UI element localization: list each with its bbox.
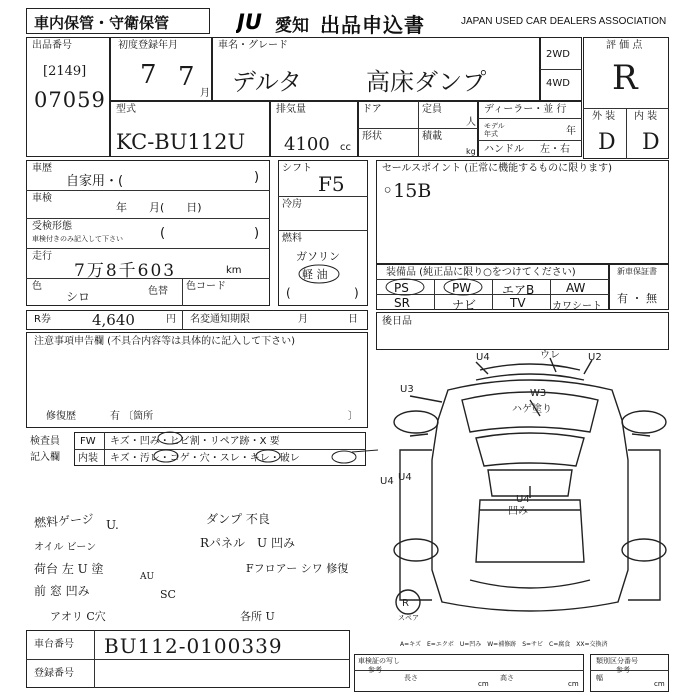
remark-line1b: U.	[106, 518, 119, 532]
history-row3	[26, 248, 270, 249]
handle-label: ハンドル	[484, 144, 524, 155]
recycle-unit: 円	[166, 314, 176, 325]
posterior-box	[376, 312, 669, 350]
width-label: 幅	[596, 674, 603, 682]
posterior-label: 後日品	[382, 316, 412, 327]
registration-year: 7	[140, 60, 157, 90]
diagram-note-4: U3	[400, 384, 414, 395]
drive-divider	[540, 69, 582, 70]
shift-value: F5	[318, 172, 345, 196]
repair-close: 〕	[348, 411, 358, 422]
load-label: 積載	[422, 131, 442, 142]
notes-label: 注意事項申告欄 (不具合内容等は具体的に記入して下さい)	[34, 336, 295, 347]
equipment-col2	[492, 279, 493, 310]
history-label: 車歴	[32, 163, 52, 174]
sales-point-label: セールスポイント (正常に機能するものに限ります)	[382, 163, 613, 174]
repair-label: 修復歴	[46, 411, 76, 422]
type-label: 型式	[116, 104, 136, 115]
receipt-label: 受検形態	[32, 221, 72, 232]
remark-line10: アオリ C穴	[50, 610, 106, 623]
color-code-label: 色コード	[186, 281, 226, 292]
svg-text:JU: JU	[237, 10, 262, 33]
model-year-label: モデル 年式	[484, 122, 505, 138]
rating-value: R	[612, 58, 638, 98]
brand-name: 愛知	[275, 16, 309, 36]
fuel-paren-close: )	[354, 286, 359, 300]
equipment-col3	[550, 279, 551, 310]
model-label: 車名・グレード	[218, 40, 288, 51]
inspector-label: 検査員	[30, 436, 60, 447]
inspection-label: 車検	[32, 193, 52, 204]
fuel-label: 燃料	[282, 233, 302, 244]
diagram-note-1: U4	[476, 352, 490, 363]
form-title: 出品申込書	[320, 13, 425, 37]
rating-split	[626, 108, 627, 159]
exterior-label: 外 装	[592, 111, 616, 122]
shift-row1	[278, 196, 368, 197]
shift-label: シフト	[282, 163, 312, 174]
interior-rating: D	[642, 130, 660, 155]
diesel-circle-mark	[296, 262, 342, 286]
recolor-label: 色替	[148, 286, 168, 297]
chassis-value: BU112-0100339	[104, 634, 283, 658]
recycle-amount: 4,640	[92, 311, 135, 329]
capacity-label: 定員	[422, 104, 442, 115]
diagram-note-3: U2	[588, 352, 602, 363]
door-divider	[358, 128, 478, 129]
door-split	[418, 101, 419, 157]
repair-value: 有 〔箇所	[110, 411, 154, 422]
registration-month: 7	[178, 62, 195, 92]
mileage-unit: km	[226, 265, 242, 276]
fw-items: キズ・凹み・ヒビ割・リペア跡・X 要	[110, 436, 280, 447]
fw-label: FW	[80, 436, 96, 447]
remark-line7: 前 窓 凹み	[34, 584, 90, 598]
recycle-split	[182, 310, 183, 330]
height-label: 高さ	[500, 674, 514, 682]
equipment-label: 装備品 (純正品に限り○をつけてください)	[386, 267, 576, 278]
length-unit: cm	[478, 680, 489, 688]
exterior-rating: D	[598, 130, 616, 155]
lot-sub-number: [2149]	[43, 64, 87, 79]
dealer-label: ディーラー・並 行	[484, 104, 567, 115]
dealer-divider	[478, 118, 582, 119]
entry-label: 記入欄	[30, 452, 60, 463]
displacement-label: 排気量	[276, 104, 306, 115]
ju-logo-icon	[236, 9, 274, 33]
chassis-divider	[26, 659, 350, 660]
vehicle-diagram	[380, 350, 680, 640]
registration-month-unit: 月	[200, 88, 210, 99]
displacement-unit: cc	[340, 142, 351, 153]
registration-number-label: 登録番号	[34, 668, 74, 679]
interior-entry-label: 内装	[78, 453, 98, 464]
model-year-unit: 年	[566, 126, 576, 137]
type-value: KC-BU112U	[116, 130, 246, 154]
inspector-circle-marks	[140, 430, 380, 468]
chassis-split	[94, 630, 95, 688]
history-value: 自家用・(	[66, 174, 124, 189]
remark-line1: 燃料ゲージ	[33, 511, 95, 531]
color-split	[182, 278, 183, 306]
interior-label: 内 装	[634, 111, 658, 122]
equip-tv: TV	[510, 296, 526, 310]
drive-4wd: 4WD	[546, 78, 570, 89]
remark-line3: オイル ビーン	[34, 542, 97, 553]
drive-2wd: 2WD	[546, 49, 570, 60]
class-ref-label: 参考	[616, 666, 630, 674]
remark-line9: SC	[160, 588, 176, 601]
model-grade: 高床ダンプ	[366, 68, 487, 96]
displacement-value: 4100	[284, 134, 330, 155]
seal-divider	[354, 670, 584, 671]
interior-items: キズ・汚レ・コゲ・穴・スレ・キレ・破レ	[110, 453, 300, 464]
equip-airbag: エアB	[502, 283, 535, 297]
fuel-paren-open: (	[286, 286, 291, 300]
diagram-note-2: ウレ	[540, 350, 560, 361]
association-name: JAPAN USED CAR DEALERS ASSOCIATION	[461, 16, 667, 27]
ju-logo	[236, 9, 274, 33]
equipment-col1	[434, 279, 435, 310]
diagram-note-6: ハゲ塗り	[512, 404, 552, 415]
rating-label: 評 価 点	[606, 40, 643, 51]
name-change-label: 名変通知期限	[190, 314, 250, 325]
equip-sr: SR	[394, 296, 410, 310]
remark-line5: 荷台 左 U 塗	[34, 562, 104, 576]
color-value: シロ	[66, 290, 91, 304]
inspector-col	[104, 432, 105, 466]
sales-point-value: ◦15B	[382, 180, 432, 202]
storage-title: 車内保管・守衛保管	[34, 14, 170, 32]
fuel-diesel: 軽 油	[302, 268, 328, 281]
remark-line11: 各所 U	[240, 610, 275, 623]
diagram-note-5: W3	[530, 388, 547, 399]
receipt-paren-close: )	[254, 226, 260, 241]
width-unit: cm	[654, 680, 665, 688]
door-label: ドア	[362, 104, 382, 115]
handle-divider	[478, 140, 582, 141]
receipt-paren-open: (	[160, 226, 166, 241]
pw-circle-mark	[442, 277, 486, 297]
shift-row2	[278, 230, 368, 231]
diagram-note-7: U4	[398, 472, 412, 483]
spare-label: スペア	[398, 614, 419, 622]
equip-aw: AW	[566, 281, 586, 295]
ref-label: 参考	[368, 666, 382, 674]
model-name: デルタ	[232, 68, 302, 96]
mileage-label: 走行	[32, 251, 52, 262]
equip-pw: PW	[452, 281, 472, 295]
name-change-month: 月	[298, 314, 308, 325]
ps-circle-mark	[384, 277, 428, 297]
mileage-value: 7万8千603	[74, 261, 177, 281]
inspection-value: 年 月( 日)	[116, 201, 202, 214]
warranty-label: 新車保証書	[617, 267, 657, 276]
remark-line2: ダンプ 不良	[206, 512, 270, 526]
load-unit: kg	[466, 147, 476, 156]
diagram-note-9: U4	[516, 494, 530, 505]
recycle-label: R券	[34, 314, 51, 325]
height-unit: cm	[568, 680, 579, 688]
warranty-value: 有 ・ 無	[617, 292, 657, 305]
diagram-note-8: U4	[380, 476, 394, 487]
remark-line4: Rパネル U 凹み	[200, 536, 295, 550]
remark-line8: AU	[140, 572, 155, 582]
diagram-note-10: 凹み	[508, 506, 528, 517]
length-label: 長さ	[404, 674, 418, 682]
history-row2	[26, 218, 270, 219]
lot-label: 出品番号	[32, 40, 72, 51]
color-label: 色	[32, 281, 42, 292]
fuel-gasoline: ガソリン	[296, 250, 340, 263]
shape-label: 形状	[362, 131, 382, 142]
damage-legend: A=キズ E=エクボ U=凹み W=補修跡 S=サビ C=腐食 XX=交換済	[400, 641, 608, 648]
spare-mark: R	[402, 598, 409, 609]
equip-ps: PS	[394, 281, 409, 295]
name-change-day: 日	[348, 314, 358, 325]
class-label: 類別区分番号	[596, 657, 638, 665]
history-close: )	[254, 170, 260, 185]
equip-leather-seat: カワシート	[552, 301, 602, 312]
history-box	[26, 160, 270, 306]
equip-navi: ナビ	[452, 298, 477, 312]
registration-label: 初度登録年月	[118, 40, 178, 51]
seal-label: 車検証の写し	[358, 657, 400, 665]
sales-point-box	[376, 160, 669, 264]
aircon-label: 冷房	[282, 199, 302, 210]
remark-line6: Fフロアー シワ 修復	[246, 562, 349, 575]
capacity-unit: 人	[466, 117, 476, 128]
handle-options: 左・右	[540, 144, 570, 155]
chassis-label: 車台番号	[34, 639, 74, 650]
history-row1	[26, 190, 270, 191]
receipt-sub: 車検付きのみ記入して下さい	[32, 235, 123, 243]
lot-number: 07059	[34, 88, 106, 112]
